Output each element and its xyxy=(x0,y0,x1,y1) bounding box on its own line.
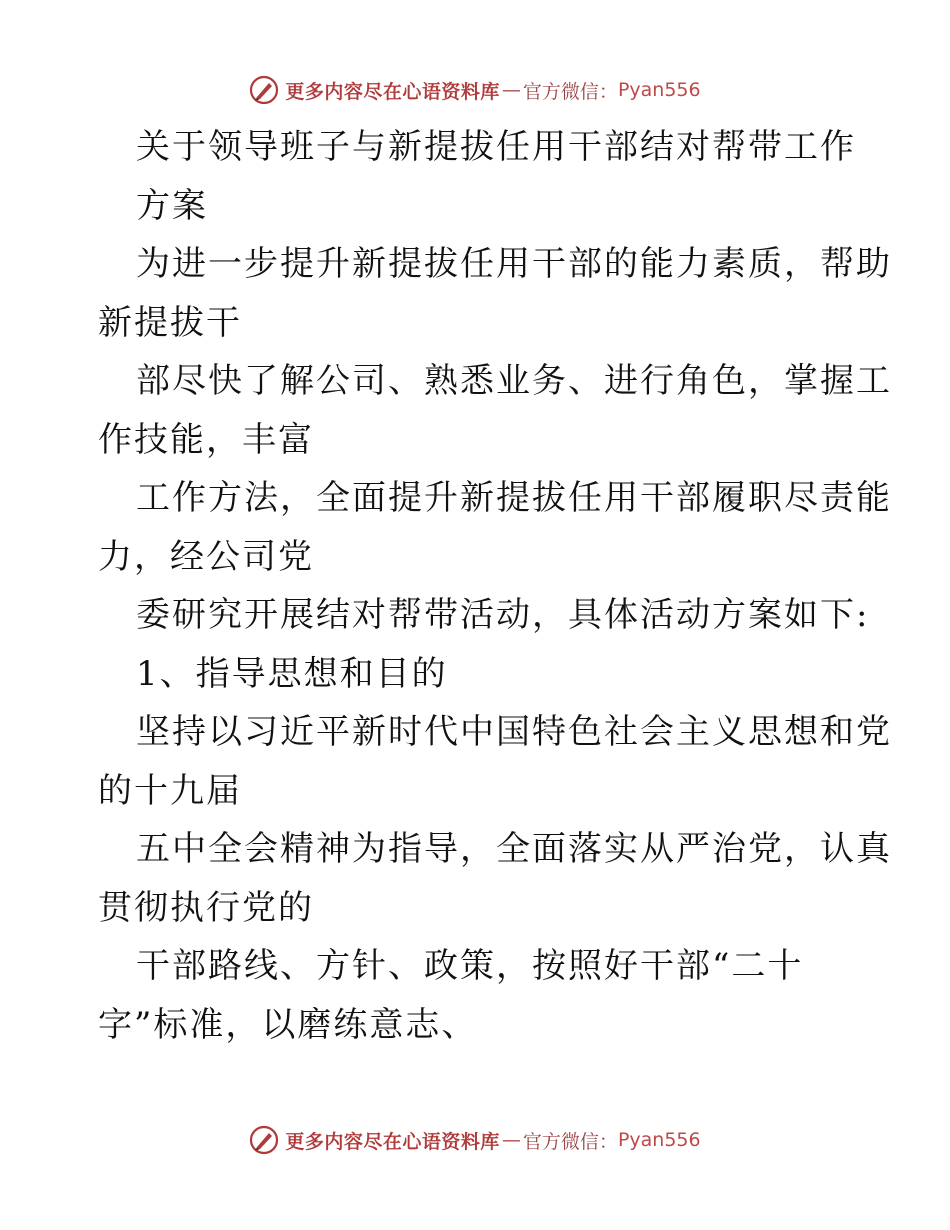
paragraph-line: 为进一步提升新提拔任用干部的能力素质，帮助 xyxy=(136,244,892,284)
paragraph-line: 新提拔干 xyxy=(98,302,242,343)
paragraph-line: 坚持以习近平新时代中国特色社会主义思想和党 xyxy=(136,712,892,752)
paragraph-line: 力，经公司党 xyxy=(98,536,314,577)
paragraph-line: 的十九届 xyxy=(98,770,242,811)
footer-banner xyxy=(0,1120,950,1160)
document-body xyxy=(98,118,892,1054)
paragraph-line: 字”标准，以磨练意志、 xyxy=(98,1004,478,1045)
header-wechat-label: 官方微信： xyxy=(522,80,618,103)
header-dash: — xyxy=(501,79,521,101)
document-title-line-1: 关于领导班子与新提拔任用干部结对帮带工作 xyxy=(136,127,856,167)
footer-wechat-label: 官方微信： xyxy=(522,1130,618,1153)
paragraph-line: 部尽快了解公司、熟悉业务、进行角色，掌握工 xyxy=(136,361,892,401)
paragraph-line: 五中全会精神为指导，全面落实从严治党，认真 xyxy=(136,829,892,869)
document-title-line-2: 方案 xyxy=(136,185,208,226)
paragraph-line: 工作方法，全面提升新提拔任用干部履职尽责能 xyxy=(136,478,892,518)
footer-wechat-id: Pyan556 xyxy=(617,1129,701,1151)
section-heading: 1、指导思想和目的 xyxy=(136,653,448,694)
footer-brand-text: 更多内容尽在心语资料库 xyxy=(285,1130,500,1153)
paragraph-line: 委研究开展结对帮带活动，具体活动方案如下: xyxy=(136,595,870,635)
header-wechat-id: Pyan556 xyxy=(617,79,701,101)
quill-pen-logo-icon xyxy=(249,75,279,105)
paragraph-line: 干部路线、方针、政策，按照好干部“二十 xyxy=(136,946,804,986)
footer-dash: — xyxy=(501,1129,521,1151)
paragraph-line: 作技能，丰富 xyxy=(98,419,314,460)
paragraph-line: 贯彻执行党的 xyxy=(98,887,314,928)
header-brand-text: 更多内容尽在心语资料库 xyxy=(285,80,500,103)
header-banner xyxy=(0,70,950,110)
quill-pen-logo-icon xyxy=(249,1125,279,1155)
